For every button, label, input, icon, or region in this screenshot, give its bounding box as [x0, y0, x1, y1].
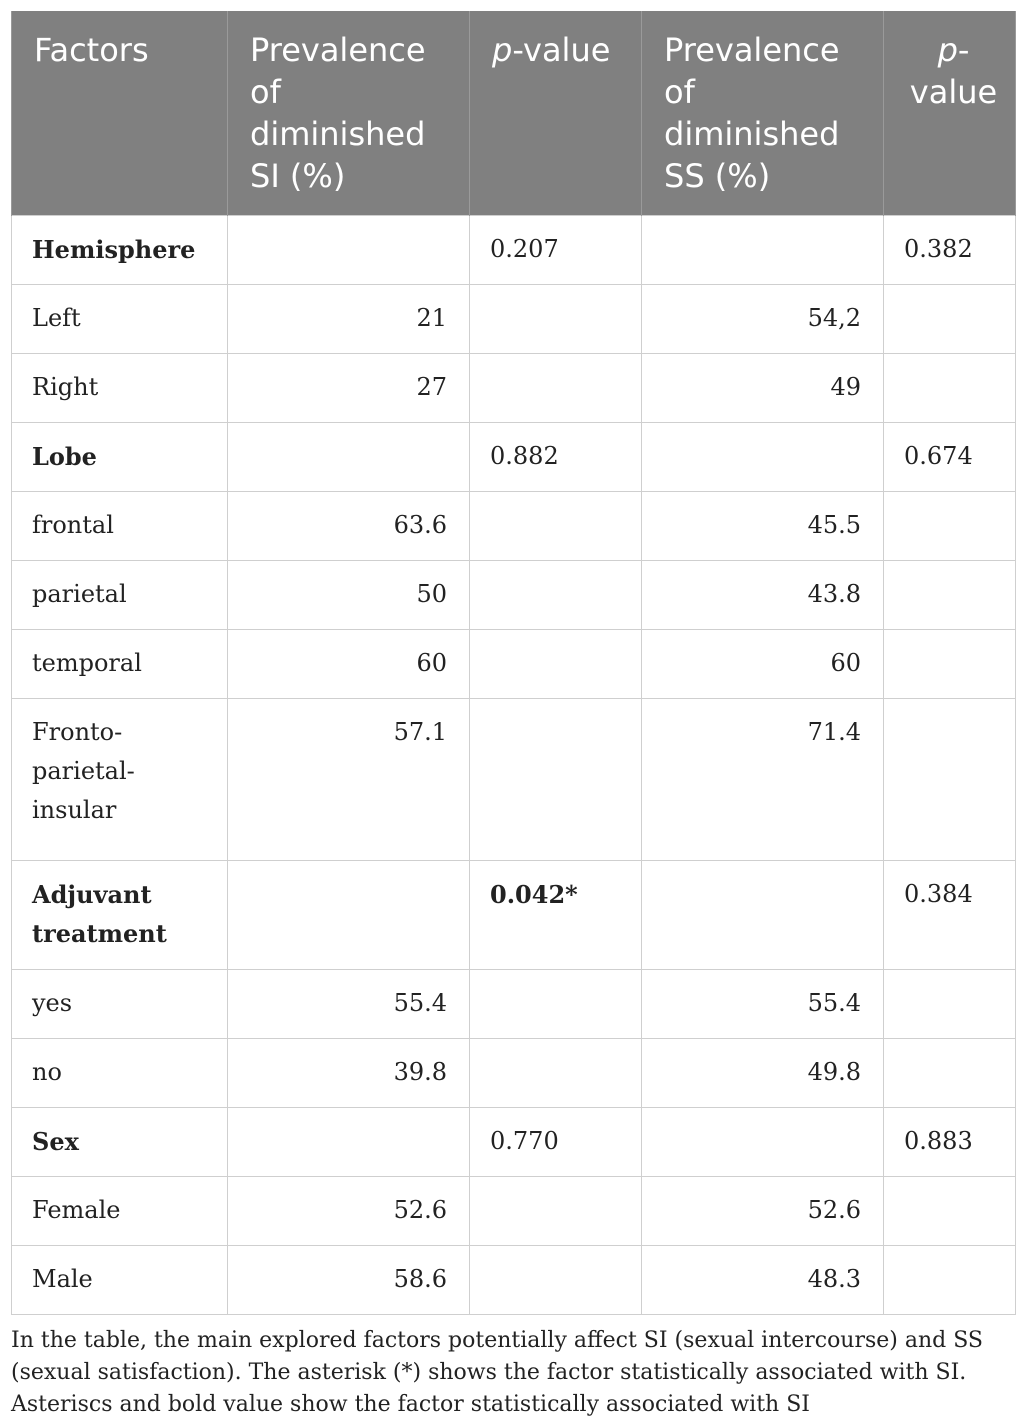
- header-row: [12, 11, 1016, 216]
- row-factor: yes: [12, 970, 228, 1039]
- table-row: [12, 1108, 1016, 1177]
- row-ss: 55.4: [642, 970, 884, 1039]
- row-p-ss: 0.674: [884, 423, 1016, 492]
- row-p-si: [470, 354, 642, 423]
- row-si: 39.8: [228, 1039, 470, 1108]
- row-factor: no: [12, 1039, 228, 1108]
- row-si: 57.1: [228, 699, 470, 861]
- row-ss: 71.4: [642, 699, 884, 861]
- row-ss: 45.5: [642, 492, 884, 561]
- table-container: [11, 11, 1015, 1421]
- row-p-ss: [884, 1039, 1016, 1108]
- row-p-si: [470, 970, 642, 1039]
- row-factor: frontal: [12, 492, 228, 561]
- row-si: [228, 423, 470, 492]
- row-ss: 60: [642, 630, 884, 699]
- row-p-ss: [884, 970, 1016, 1039]
- row-ss: [642, 423, 884, 492]
- row-factor: Adjuvant treatment: [12, 861, 228, 970]
- table-row: [12, 1039, 1016, 1108]
- row-si: 55.4: [228, 970, 470, 1039]
- row-factor: Lobe: [12, 423, 228, 492]
- header-p-value-si: p-value: [470, 11, 642, 216]
- row-factor: Sex: [12, 1108, 228, 1177]
- row-p-ss: [884, 699, 1016, 861]
- table-row: [12, 492, 1016, 561]
- row-ss: [642, 1108, 884, 1177]
- table-row: [12, 970, 1016, 1039]
- table-row: [12, 423, 1016, 492]
- row-factor: parietal: [12, 561, 228, 630]
- row-ss: 43.8: [642, 561, 884, 630]
- row-p-si: [470, 1246, 642, 1315]
- header-p-value-ss: p-value: [884, 11, 1016, 216]
- row-p-si: 0.042*: [470, 861, 642, 970]
- row-p-ss: [884, 492, 1016, 561]
- row-ss: [642, 861, 884, 970]
- table-row: [12, 699, 1016, 861]
- row-si: 60: [228, 630, 470, 699]
- table-row: [12, 354, 1016, 423]
- header-factors: Factors: [12, 11, 228, 216]
- table-row: [12, 630, 1016, 699]
- row-ss: 54,2: [642, 285, 884, 354]
- row-p-si: [470, 492, 642, 561]
- row-si: 58.6: [228, 1246, 470, 1315]
- row-p-si: 0.882: [470, 423, 642, 492]
- table-row: [12, 861, 1016, 970]
- table-row: [12, 561, 1016, 630]
- row-p-ss: [884, 630, 1016, 699]
- table-row: [12, 216, 1016, 285]
- row-si: 50: [228, 561, 470, 630]
- row-p-si: [470, 285, 642, 354]
- row-p-ss: [884, 354, 1016, 423]
- row-p-ss: [884, 1246, 1016, 1315]
- row-ss: 48.3: [642, 1246, 884, 1315]
- row-si: [228, 861, 470, 970]
- row-p-ss: [884, 285, 1016, 354]
- row-p-ss: 0.382: [884, 216, 1016, 285]
- row-si: [228, 216, 470, 285]
- row-factor: Female: [12, 1177, 228, 1246]
- row-si: 21: [228, 285, 470, 354]
- header-prevalence-ss: Prevalence of diminished SS (%): [642, 11, 884, 216]
- row-ss: 49: [642, 354, 884, 423]
- row-ss: [642, 216, 884, 285]
- table-row: [12, 1246, 1016, 1315]
- row-p-ss: 0.384: [884, 861, 1016, 970]
- row-p-si: [470, 561, 642, 630]
- row-si: [228, 1108, 470, 1177]
- table-row: [12, 1177, 1016, 1246]
- factors-table: [11, 11, 1016, 1315]
- row-p-si: [470, 1177, 642, 1246]
- row-p-si: 0.207: [470, 216, 642, 285]
- row-p-ss: [884, 1177, 1016, 1246]
- table-row: [12, 285, 1016, 354]
- row-ss: 52.6: [642, 1177, 884, 1246]
- row-factor: Male: [12, 1246, 228, 1315]
- row-factor: Left: [12, 285, 228, 354]
- row-factor: temporal: [12, 630, 228, 699]
- row-factor: Hemisphere: [12, 216, 228, 285]
- row-factor: Fronto-parietal-insular: [12, 699, 228, 861]
- table-caption: In the table, the main explored factors potentially affect SI (sexual intercourse) and SS (sexual satisfaction). The asterisk (*) shows the factor statistically associated with SI. Asteriscs and bold value show the factor statistically associated with SI: [11, 1328, 983, 1417]
- row-p-ss: [884, 561, 1016, 630]
- row-p-si: [470, 630, 642, 699]
- row-factor: Right: [12, 354, 228, 423]
- row-p-ss: 0.883: [884, 1108, 1016, 1177]
- row-si: 27: [228, 354, 470, 423]
- row-si: 52.6: [228, 1177, 470, 1246]
- row-p-si: 0.770: [470, 1108, 642, 1177]
- row-p-si: [470, 699, 642, 861]
- row-p-si: [470, 1039, 642, 1108]
- row-si: 63.6: [228, 492, 470, 561]
- row-ss: 49.8: [642, 1039, 884, 1108]
- header-prevalence-si: Prevalence of diminished SI (%): [228, 11, 470, 216]
